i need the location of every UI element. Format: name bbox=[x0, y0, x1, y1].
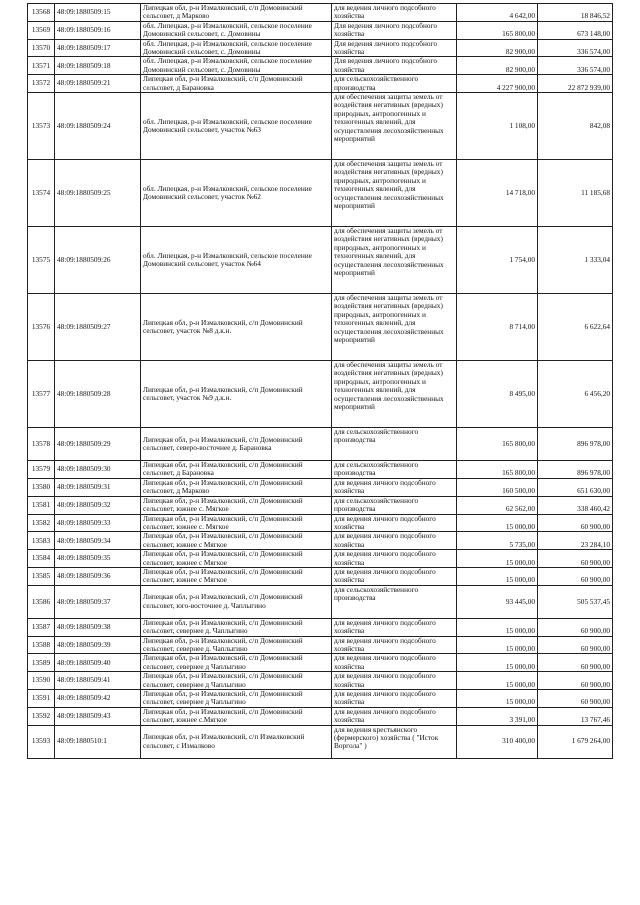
row-number: 13582 bbox=[28, 514, 55, 532]
address: Липецкая обл, р-н Измалковский, с/п Домовинский сельсовет, севернее д. Чаплыгино bbox=[141, 636, 332, 654]
permitted-use: для сельскохозяйственного производства bbox=[332, 496, 457, 514]
permitted-use: для ведения личного подсобного хозяйства bbox=[332, 532, 457, 550]
permitted-use: для ведения личного подсобного хозяйства bbox=[332, 478, 457, 496]
address: Липецкая обл, р-н Измалковский, с/п Домовинский сельсовет, южнее с Мягкое bbox=[141, 532, 332, 550]
table-row bbox=[28, 725, 613, 758]
row-number: 13568 bbox=[28, 4, 55, 22]
cadastral-value: 22 872 939,00 bbox=[538, 75, 613, 93]
address: Липецкая обл, р-н Измалковский, с/п Домовинский сельсовет, южнее с. Мягкое bbox=[141, 514, 332, 532]
cadastral-number: 48:09:1880509:43 bbox=[55, 707, 141, 725]
cadastral-value: 18 846,52 bbox=[538, 4, 613, 22]
address: Липецкая обл, р-н Измалковский, с/п Домовинский сельсовет, севернее д. Чаплыгино bbox=[141, 618, 332, 636]
cadastral-value: 60 900,00 bbox=[538, 514, 613, 532]
table-row bbox=[28, 672, 613, 690]
table-row bbox=[28, 690, 613, 708]
table-row bbox=[28, 496, 613, 514]
row-number: 13580 bbox=[28, 478, 55, 496]
area-value: 15 000,00 bbox=[457, 567, 538, 585]
cadastral-value: 336 574,00 bbox=[538, 57, 613, 75]
cadastral-number: 48:09:1880509:29 bbox=[55, 428, 141, 461]
area-value: 8 714,00 bbox=[457, 294, 538, 361]
address: обл. Липецкая, р-н Измалковский, сельское поселение Домовинский сельсовет, участок №63 bbox=[141, 93, 332, 160]
table-row bbox=[28, 160, 613, 227]
area-value: 8 495,00 bbox=[457, 361, 538, 428]
area-value: 160 500,00 bbox=[457, 478, 538, 496]
permitted-use: для ведения личного подсобного хозяйства bbox=[332, 707, 457, 725]
cadastral-number: 48:09:1880510:1 bbox=[55, 725, 141, 758]
permitted-use: для обеспечения защиты земель от воздействия негативных (вредных) природных, антропогенных и техногенных явлений, для осуществления лесохозяйственных мероприятий bbox=[332, 361, 457, 428]
area-value: 1 108,00 bbox=[457, 93, 538, 160]
cadastral-value: 23 284,10 bbox=[538, 532, 613, 550]
address: Липецкая обл, р-н Измалковский, с/п Домовинский сельсовет, южнее с. Мягкое bbox=[141, 496, 332, 514]
permitted-use: для ведения личного подсобного хозяйства bbox=[332, 672, 457, 690]
permitted-use: для ведения личного подсобного хозяйства bbox=[332, 690, 457, 708]
cadastral-number: 48:09:1880509:15 bbox=[55, 4, 141, 22]
table-row bbox=[28, 21, 613, 39]
row-number: 13577 bbox=[28, 361, 55, 428]
row-number: 13590 bbox=[28, 672, 55, 690]
cadastral-number: 48:09:1880509:21 bbox=[55, 75, 141, 93]
address: Липецкая обл, р-н Измалковский, с/п Домовинский сельсовет, северо-восточнее д. Барановка bbox=[141, 428, 332, 461]
permitted-use: для ведения личного подсобного хозяйства bbox=[332, 567, 457, 585]
cadastral-number: 48:09:1880509:38 bbox=[55, 618, 141, 636]
row-number: 13581 bbox=[28, 496, 55, 514]
area-value: 165 800,00 bbox=[457, 21, 538, 39]
cadastral-value: 13 767,46 bbox=[538, 707, 613, 725]
cadastral-number: 48:09:1880509:17 bbox=[55, 39, 141, 57]
cadastral-number: 48:09:1880509:37 bbox=[55, 585, 141, 618]
table-row bbox=[28, 585, 613, 618]
address: Липецкая обл, р-н Измалковский, с/п Домовинский сельсовет, севернее д Чаплыгино bbox=[141, 672, 332, 690]
cadastral-value: 6 622,64 bbox=[538, 294, 613, 361]
table-row bbox=[28, 461, 613, 479]
table-body bbox=[28, 4, 613, 759]
row-number: 13592 bbox=[28, 707, 55, 725]
table-row bbox=[28, 39, 613, 57]
cadastral-number: 48:09:1880509:24 bbox=[55, 93, 141, 160]
address: Липецкая обл, р-н Измалковский, с/п Домовинский сельсовет, севернее д Чаплыгино bbox=[141, 654, 332, 672]
address: Липецкая обл, р-н Измалковский, с/п Домовинский сельсовет, д Барановка bbox=[141, 75, 332, 93]
row-number: 13593 bbox=[28, 725, 55, 758]
area-value: 93 445,00 bbox=[457, 585, 538, 618]
cadastral-value: 896 978,00 bbox=[538, 428, 613, 461]
row-number: 13578 bbox=[28, 428, 55, 461]
permitted-use: для ведения личного подсобного хозяйства bbox=[332, 550, 457, 568]
table-row bbox=[28, 227, 613, 294]
cadastral-value: 6 456,20 bbox=[538, 361, 613, 428]
table-row bbox=[28, 75, 613, 93]
permitted-use: для обеспечения защиты земель от воздействия негативных (вредных) природных, антропогенных и техногенных явлений, для осуществления лесохозяйственных мероприятий bbox=[332, 294, 457, 361]
permitted-use: для сельскохозяйственного производства bbox=[332, 585, 457, 618]
row-number: 13570 bbox=[28, 39, 55, 57]
area-value: 4 642,00 bbox=[457, 4, 538, 22]
area-value: 4 227 900,00 bbox=[457, 75, 538, 93]
permitted-use: для ведения личного подсобного хозяйства bbox=[332, 618, 457, 636]
cadastral-number: 48:09:1880509:33 bbox=[55, 514, 141, 532]
cadastral-value: 60 900,00 bbox=[538, 654, 613, 672]
permitted-use: Для ведения личного подсобного хозяйства bbox=[332, 21, 457, 39]
cadastral-number: 48:09:1880509:16 bbox=[55, 21, 141, 39]
table-row bbox=[28, 4, 613, 22]
area-value: 3 391,00 bbox=[457, 707, 538, 725]
address: обл. Липецкая, р-н Измалковский, сельское поселение Домовинский сельсовет, участок №62 bbox=[141, 160, 332, 227]
cadastral-number: 48:09:1880509:36 bbox=[55, 567, 141, 585]
table-row bbox=[28, 93, 613, 160]
address: Липецкая обл, р-н Измалковский, с/п Домовинский сельсовет, участок №8 д.к.н. bbox=[141, 294, 332, 361]
cadastral-number: 48:09:1880509:34 bbox=[55, 532, 141, 550]
area-value: 165 800,00 bbox=[457, 461, 538, 479]
address: Липецкая обл, р-н Измалковский, с/п Домовинский сельсовет, участок №9 д.к.н. bbox=[141, 361, 332, 428]
row-number: 13569 bbox=[28, 21, 55, 39]
cadastral-value: 60 900,00 bbox=[538, 550, 613, 568]
address: Липецкая обл, р-н Измалковский, с/п Домовинский сельсовет, д Барановка bbox=[141, 461, 332, 479]
row-number: 13587 bbox=[28, 618, 55, 636]
address: Липецкая обл, р-н Измалковский, с/п Домовинский сельсовет, южнее с Мягкое bbox=[141, 567, 332, 585]
cadastral-value: 60 900,00 bbox=[538, 636, 613, 654]
address: Липецкая обл, р-н Измалковский, с/п Домовинский сельсовет, севернее д Чаплыгино bbox=[141, 690, 332, 708]
table-row bbox=[28, 654, 613, 672]
address: обл. Липецкая, р-н Измалковский, сельское поселение Домовинский сельсовет, с. Домовины bbox=[141, 57, 332, 75]
table-row bbox=[28, 550, 613, 568]
address: Липецкая обл, р-н Измалковский, с/п Домовинский сельсовет, южнее с.Мягкое bbox=[141, 707, 332, 725]
area-value: 14 718,00 bbox=[457, 160, 538, 227]
address: Липецкая обл, р-н Измалковский, с/п Домовинский сельсовет, д Марково bbox=[141, 4, 332, 22]
cadastral-number: 48:09:1880509:32 bbox=[55, 496, 141, 514]
table-row bbox=[28, 618, 613, 636]
table-row bbox=[28, 707, 613, 725]
area-value: 15 000,00 bbox=[457, 550, 538, 568]
permitted-use: для обеспечения защиты земель от воздействия негативных (вредных) природных, антропогенных и техногенных явлений, для осуществления лесохозяйственных мероприятий bbox=[332, 93, 457, 160]
area-value: 15 000,00 bbox=[457, 514, 538, 532]
cadastral-value: 338 460,42 bbox=[538, 496, 613, 514]
cadastral-number: 48:09:1880509:41 bbox=[55, 672, 141, 690]
area-value: 82 900,00 bbox=[457, 57, 538, 75]
address: Липецкая обл, р-н Измалковский, с/п Измалковский сельсовет, с Измалково bbox=[141, 725, 332, 758]
table-row bbox=[28, 532, 613, 550]
cadastral-value: 11 185,68 bbox=[538, 160, 613, 227]
cadastral-number: 48:09:1880509:28 bbox=[55, 361, 141, 428]
cadastral-number: 48:09:1880509:31 bbox=[55, 478, 141, 496]
table-row bbox=[28, 514, 613, 532]
table-row bbox=[28, 428, 613, 461]
table-row bbox=[28, 294, 613, 361]
row-number: 13584 bbox=[28, 550, 55, 568]
cadastral-value: 60 900,00 bbox=[538, 690, 613, 708]
cadastral-number: 48:09:1880509:18 bbox=[55, 57, 141, 75]
address: Липецкая обл, р-н Измалковский, с/п Домовинский сельсовет, д Марково bbox=[141, 478, 332, 496]
area-value: 15 000,00 bbox=[457, 618, 538, 636]
area-value: 5 735,00 bbox=[457, 532, 538, 550]
area-value: 62 562,00 bbox=[457, 496, 538, 514]
cadastral-value: 336 574,00 bbox=[538, 39, 613, 57]
table-row bbox=[28, 478, 613, 496]
permitted-use: для ведения личного подсобного хозяйства bbox=[332, 4, 457, 22]
permitted-use: для сельскохозяйственного производства bbox=[332, 461, 457, 479]
cadastral-value: 1 679 264,00 bbox=[538, 725, 613, 758]
address: Липецкая обл, р-н Измалковский, с/п Домовинский сельсовет, юго-восточнее д. Чаплыгино bbox=[141, 585, 332, 618]
cadastral-number: 48:09:1880509:42 bbox=[55, 690, 141, 708]
permitted-use: для обеспечения защиты земель от воздействия негативных (вредных) природных, антропогенных и техногенных явлений, для осуществления лесохозяйственных мероприятий bbox=[332, 160, 457, 227]
row-number: 13575 bbox=[28, 227, 55, 294]
cadastral-number: 48:09:1880509:26 bbox=[55, 227, 141, 294]
row-number: 13589 bbox=[28, 654, 55, 672]
cadastral-value: 842,08 bbox=[538, 93, 613, 160]
row-number: 13583 bbox=[28, 532, 55, 550]
permitted-use: Для ведения личного подсобного хозяйства bbox=[332, 57, 457, 75]
area-value: 15 000,00 bbox=[457, 672, 538, 690]
row-number: 13576 bbox=[28, 294, 55, 361]
cadastral-number: 48:09:1880509:39 bbox=[55, 636, 141, 654]
cadastral-value: 60 900,00 bbox=[538, 672, 613, 690]
area-value: 82 900,00 bbox=[457, 39, 538, 57]
row-number: 13586 bbox=[28, 585, 55, 618]
permitted-use: для ведения личного подсобного хозяйства bbox=[332, 636, 457, 654]
permitted-use: для ведения личного подсобного хозяйства bbox=[332, 514, 457, 532]
address: обл. Липецкая, р-н Измалковский, сельское поселение Домовинский сельсовет, участок №64 bbox=[141, 227, 332, 294]
row-number: 13588 bbox=[28, 636, 55, 654]
area-value: 1 754,00 bbox=[457, 227, 538, 294]
area-value: 310 400,00 bbox=[457, 725, 538, 758]
table-row bbox=[28, 361, 613, 428]
permitted-use: для сельскохозяйственного производства bbox=[332, 428, 457, 461]
table-row bbox=[28, 567, 613, 585]
address: обл. Липецкая, р-н Измалковский, сельское поселение Домовинский сельсовет, с. Домовины bbox=[141, 39, 332, 57]
area-value: 15 000,00 bbox=[457, 690, 538, 708]
cadastral-value: 651 630,00 bbox=[538, 478, 613, 496]
cadastral-value: 673 148,00 bbox=[538, 21, 613, 39]
table-row bbox=[28, 636, 613, 654]
row-number: 13574 bbox=[28, 160, 55, 227]
area-value: 165 800,00 bbox=[457, 428, 538, 461]
cadastral-value: 60 900,00 bbox=[538, 567, 613, 585]
permitted-use: для сельскохозяйственного производства bbox=[332, 75, 457, 93]
row-number: 13579 bbox=[28, 461, 55, 479]
area-value: 15 000,00 bbox=[457, 636, 538, 654]
row-number: 13585 bbox=[28, 567, 55, 585]
row-number: 13573 bbox=[28, 93, 55, 160]
area-value: 15 000,00 bbox=[457, 654, 538, 672]
cadastral-number: 48:09:1880509:30 bbox=[55, 461, 141, 479]
land-plots-table bbox=[27, 3, 613, 759]
row-number: 13591 bbox=[28, 690, 55, 708]
permitted-use: для ведения личного подсобного хозяйства bbox=[332, 654, 457, 672]
row-number: 13571 bbox=[28, 57, 55, 75]
cadastral-value: 505 537,45 bbox=[538, 585, 613, 618]
cadastral-value: 896 978,00 bbox=[538, 461, 613, 479]
permitted-use: для ведения крестьянского (фермерского) хозяйства ( "Исток Воргола" ) bbox=[332, 725, 457, 758]
cadastral-number: 48:09:1880509:27 bbox=[55, 294, 141, 361]
cadastral-number: 48:09:1880509:40 bbox=[55, 654, 141, 672]
cadastral-number: 48:09:1880509:35 bbox=[55, 550, 141, 568]
address: Липецкая обл, р-н Измалковский, с/п Домовинский сельсовет, южнее с Мягкое bbox=[141, 550, 332, 568]
cadastral-value: 1 333,04 bbox=[538, 227, 613, 294]
permitted-use: для обеспечения защиты земель от воздействия негативных (вредных) природных, антропогенных и техногенных явлений, для осуществления лесохозяйственных мероприятий bbox=[332, 227, 457, 294]
row-number: 13572 bbox=[28, 75, 55, 93]
cadastral-value: 60 900,00 bbox=[538, 618, 613, 636]
cadastral-number: 48:09:1880509:25 bbox=[55, 160, 141, 227]
address: обл. Липецкая, р-н Измалковский, сельское поселение Домовинский сельсовет, с. Домовины bbox=[141, 21, 332, 39]
permitted-use: Для ведения личного подсобного хозяйства bbox=[332, 39, 457, 57]
table-row bbox=[28, 57, 613, 75]
